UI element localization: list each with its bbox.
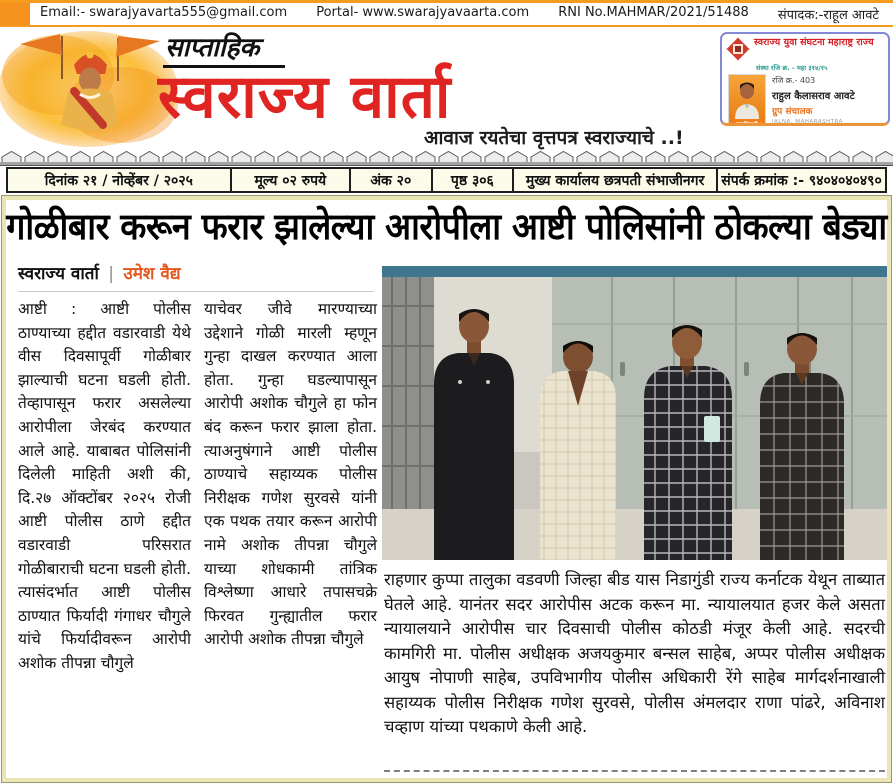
top-contact-bar: [0, 0, 893, 27]
contact-items: [30, 5, 893, 23]
masthead: [0, 27, 893, 150]
photo-label: पदाधिकारी: [729, 119, 765, 126]
organization-name: स्वराज्य युवा संघटना महाराष्ट्र राज्य: [754, 37, 874, 48]
article: [2, 196, 891, 782]
newspaper-title: स्वराज्य वार्ता: [158, 62, 452, 132]
byline-brand: स्वराज्य वार्ता: [18, 264, 99, 284]
dashed-divider: [384, 770, 885, 772]
organization-registration: संस्था रजि क्र. - महा ३१४/१५: [756, 64, 828, 72]
article-headline: गोळीबार करून फरार झालेल्या आरोपीला आष्टी पोलिसांनी ठोकल्या बेड्या: [6, 205, 887, 249]
member-name: राहुल कैलासराव आवटे: [772, 91, 855, 102]
issue-price: मूल्य ०२ रुपये: [232, 169, 351, 191]
portal-text: Portal- www.swarajyavaarta.com: [316, 5, 530, 20]
press-id-card: [720, 32, 890, 126]
tagline: आवाज रयतेचा वृत्तपत्र स्वराज्याचे ..!: [424, 127, 684, 149]
member-registration-number: रजि क्र.- 403: [772, 76, 816, 85]
byline-author: उमेश वैद्य: [123, 264, 181, 284]
editor-text: संपादक:-राहूल आवटे: [777, 8, 879, 23]
article-column-2: याचेवर जीवे मारण्याच्या उद्देशाने गोळी मारली म्हणून गुन्हा दाखल करण्यात आला होता. गुन्हा घडल्यापासून आरोपी अशोक चौगुले हा फोन बंद करून फरार झाला होता. त्याअनुषंगाने आष्टी पोलीस ठाण्याचे सहाय्यक पोलीस निरीक्षक गणेश सुरवसे यांनी एक पथक तयार करून आरोपी नामे अशोक तीपन्ना चौगुले याच्या शोधकामी तांत्रिक विश्लेष्णा आधारे तपासचक्रे फिरवत गुन्ह्यातील फरार आरोपी अशोक तीपन्ना चौगुले: [204, 300, 377, 649]
issue-number: अंक २०: [351, 169, 433, 191]
member-role: ग्रुप संचालक: [772, 107, 813, 117]
orange-accent-block: [0, 3, 30, 25]
email-text: Email:- swarajyavarta555@gmail.com: [40, 5, 288, 20]
byline-separator: |: [108, 264, 115, 284]
article-continuation: राहणार कुप्पा तालुका वडवणी जिल्हा बीड यास निडागुंडी राज्य कर्नाटक येथून ताब्यात घेतले आहे. यानंतर सदर आरोपीस अटक करून मा. न्यायालयात हजर केले असता न्यायालयाने आरोपीस चार दिवसाची पोलीस कोठडी मंजूर केली आहे. सदरची कामगिरी मा. पोलीस अधीक्षक अजयकुमार बन्सल साहेब, अप्पर पोलीस अधीक्षक आयुष नोपाणी साहेब, उपविभागीय पोलीस अधिकारी रेंगे साहेब मार्गदर्शनाखाली सहाय्यक पोलीस निरीक्षक गणेश सुरवसे, पोलीस अंमलदार राणा पांढरे, अविनाश चव्हाण यांच्या पथकाणे केली आहे.: [384, 570, 885, 736]
organization-emblem-icon: [726, 37, 750, 61]
weekly-label: साप्ताहिक: [163, 28, 285, 68]
article-photo: [382, 266, 887, 560]
rni-number-text: RNI No.MAHMAR/2021/51488: [558, 5, 749, 20]
issue-info-bar: [6, 167, 887, 193]
member-photo: [728, 74, 766, 126]
member-location: JALNA, MAHARASHTRA: [772, 119, 843, 125]
head-office: मुख्य कार्यालय छत्रपती संभाजीनगर: [514, 169, 718, 191]
contact-number: संपर्क क्रमांक :- ९४०४०४०४९०: [721, 172, 882, 189]
issue-date: दिनांक २१ / नोव्हेंबर / २०२५: [8, 169, 232, 191]
article-frame: [1, 195, 892, 783]
byline: [18, 261, 374, 292]
crenellation-border: [0, 150, 893, 166]
article-column-1: आष्टी : आष्टी पोलीस ठाण्याच्या हद्दीत वडारवाडी येथे वीस दिवसापूर्वी गोळीबार झाल्याची घटना घडली होती. तेव्हापासून फरार असलेल्या आरोपीला जेरबंद करण्यात आले आहे. याबाबत पोलिसांनी दिलेली माहिती अशी की, दि.२७ ऑक्टोंबर २०२५ रोजी आष्टी पोलीस ठाणे हद्दीत वडारवाडी परिसरात गोळीबाराची घटना घडली होती. त्यासंदर्भात आष्टी पोलीस ठाण्यात फिर्यादी गंगाधर चौगुले यांचे फिर्यादीवरून आरोपी अशोक तीपन्ना चौगुले: [18, 300, 191, 672]
page-number: पृष्ठ ३०६: [433, 169, 515, 191]
